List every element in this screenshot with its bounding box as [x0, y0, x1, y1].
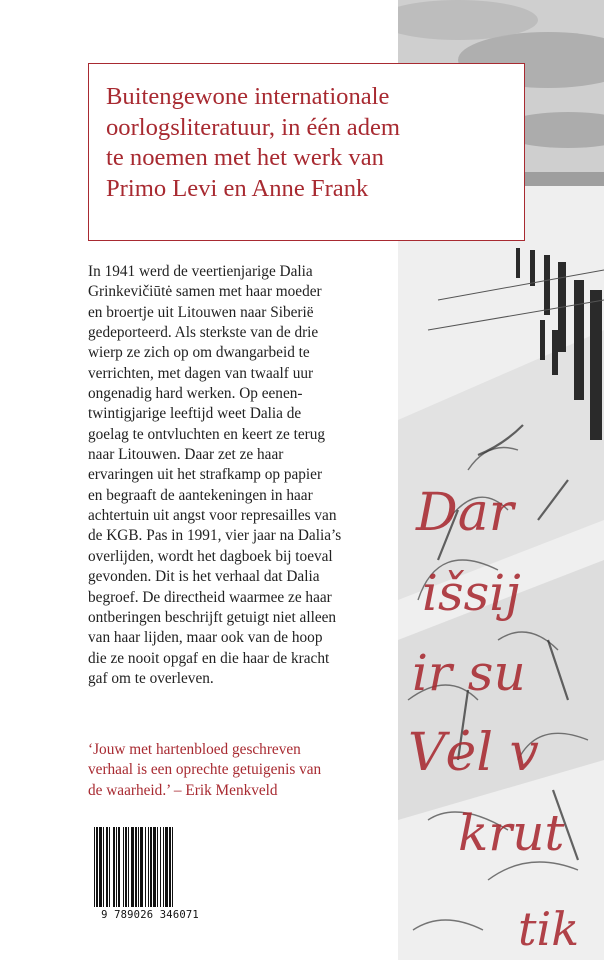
- barcode-bar: [150, 827, 152, 907]
- barcode-bar: [172, 827, 173, 907]
- barcode-bar: [131, 827, 134, 907]
- barcode-bar: [138, 827, 139, 907]
- handwriting-line-1: Dar: [416, 483, 514, 543]
- handwriting-line-5: krut: [458, 804, 565, 862]
- isbn-number: 9 789026 346071: [101, 909, 199, 921]
- barcode-bar: [123, 827, 124, 907]
- barcode-bar: [103, 827, 104, 907]
- barcode-bar: [118, 827, 120, 907]
- barcode-bar: [125, 827, 127, 907]
- barcode-bar: [116, 827, 117, 907]
- quote-text: Buitengewone internationale oorlogsliteratuur, in één adem te noemen met het werk van Primo Levi en Anne Frank: [106, 83, 401, 202]
- barcode-bar: [169, 827, 171, 907]
- barcode-bar: [157, 827, 158, 907]
- barcode-bar: [96, 827, 98, 907]
- barcode-bar: [113, 827, 115, 907]
- barcode-bar: [128, 827, 129, 907]
- barcode-bar: [106, 827, 108, 907]
- quote-box: [88, 63, 525, 241]
- barcode-bar: [148, 827, 149, 907]
- barcode-bar: [145, 827, 146, 907]
- barcode-bars: [92, 827, 208, 909]
- barcode-bar: [153, 827, 156, 907]
- handwriting-line-4: Vėl v: [408, 723, 539, 783]
- barcode-bar: [99, 827, 102, 907]
- barcode-bar: [94, 827, 95, 907]
- handwriting-line-3: ir su: [412, 644, 526, 702]
- blurb-text: In 1941 werd de veertienjarige Dalia Grinkevičiūtė samen met haar moeder en broertje uit Litouwen naar Siberië gedeporteerd. Als sterkste van de drie wierp ze zich op om dwangarbeid te verrichten, met dagen van twaalf uur ongenadig hard werken. Op eenen- twintigjarige leeftijd weet Dalia de goelag te ontvluchten en keert ze terug naar Litouwen. Daar zet ze haar ervaringen uit het strafkamp op papier en begraaft de aantekeningen in haar achtertuin uit angst voor represailles van de KGB. Pas in 1991, vier jaar na Dalia’s overlijden, wordt het dagboek bij toeval gevonden. Dit is het verhaal dat Dalia begroef. De directheid waarmee ze haar ontberingen beschrijft getuigt niet alleen van haar lijden, maar ook van de hoop die ze nooit opgaf en die haar de kracht gaf om te overleven.: [88, 263, 342, 687]
- endorsement-quote: ‘Jouw met hartenbloed geschreven verhaal is een oprechte getuigenis van de waarheid.’ – Erik Menkveld: [88, 741, 322, 799]
- handwriting-line-2: išsij: [422, 564, 521, 622]
- barcode-bar: [165, 827, 168, 907]
- barcode-bar: [163, 827, 164, 907]
- barcode-bar: [160, 827, 161, 907]
- barcode-bar: [140, 827, 143, 907]
- barcode-bar: [135, 827, 137, 907]
- handwriting-line-6: tik: [518, 902, 580, 956]
- barcode-bar: [109, 827, 110, 907]
